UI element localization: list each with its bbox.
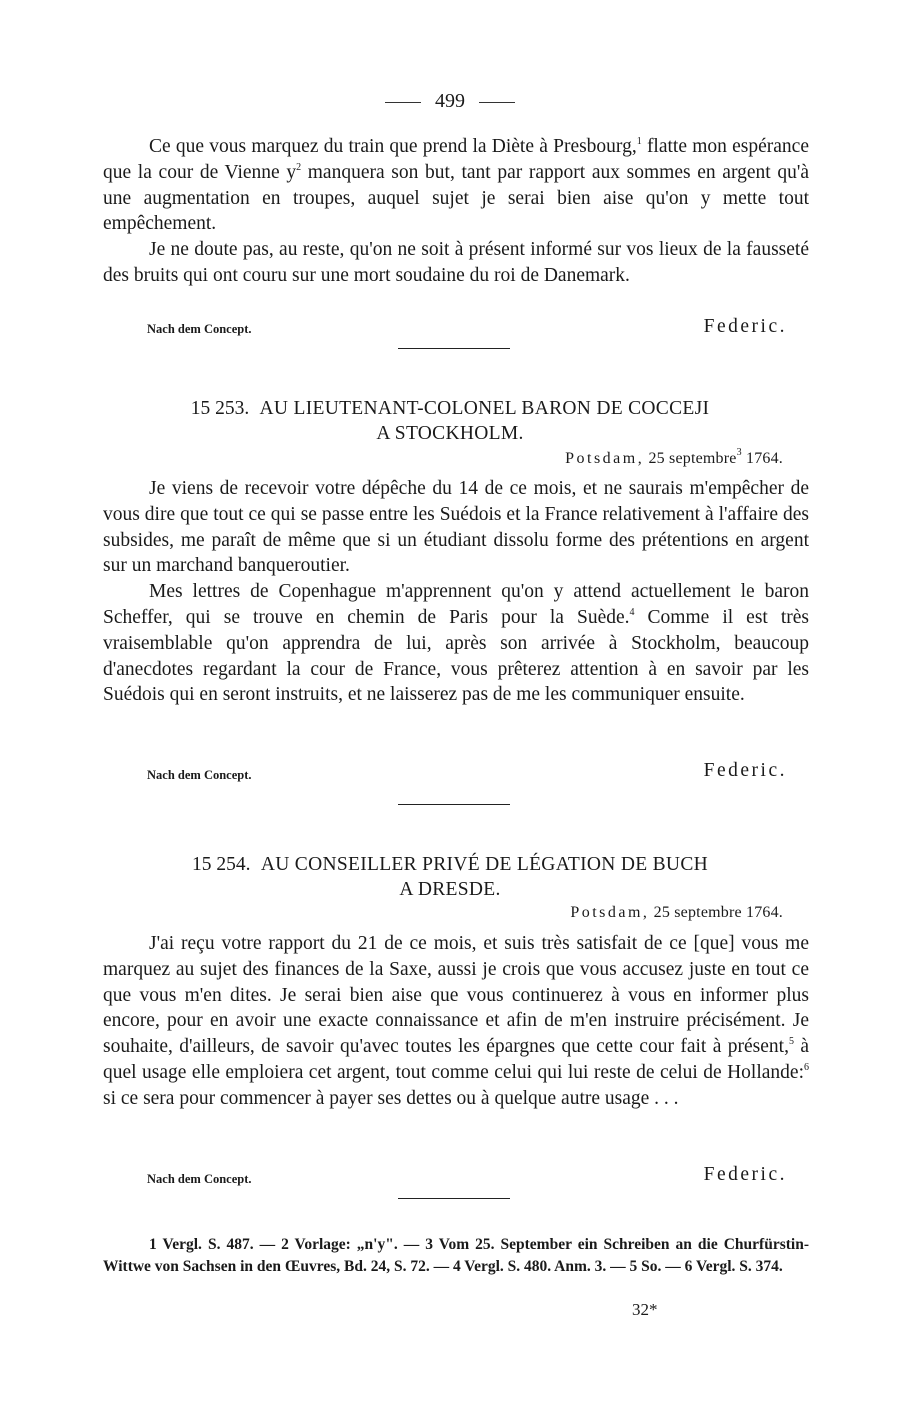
section-divider <box>398 348 510 349</box>
page-number: 499 <box>435 90 465 112</box>
signature: Federic. <box>703 760 787 781</box>
letter-body <box>103 931 809 1112</box>
letter-paragraph-1 <box>103 931 809 1112</box>
header-dash-right <box>479 102 515 103</box>
letter1-p2-a: Mes lettres de Copenhague m'apprennent qu'on y attend actuellement le baron Scheffer, qui se trouve en chemin de Paris pour la Suède. <box>103 581 809 628</box>
footnotes <box>103 1234 809 1278</box>
source-note: Nach dem Concept. <box>147 1172 252 1186</box>
section-divider <box>398 1198 510 1199</box>
letter-recipient: AU LIEUTENANT-COLONEL BARON DE COCCEJI <box>259 398 710 419</box>
source-note: Nach dem Concept. <box>147 768 252 782</box>
footnote-ref-6: 6 <box>804 1061 809 1073</box>
printer-signature-mark: 32* <box>632 1300 658 1319</box>
header-dash-left <box>385 102 421 103</box>
footnote-ref-5: 5 <box>788 1036 794 1048</box>
footnote-ref-3: 3 <box>736 447 742 458</box>
letter-destination: A STOCKHOLM. <box>376 423 524 444</box>
letter-dateline <box>565 447 783 468</box>
letter-paragraph-2 <box>103 579 809 708</box>
footnote-ref-1: 1 <box>636 136 642 147</box>
footnote-ref-2: 2 <box>296 161 302 173</box>
signature: Federic. <box>703 1164 787 1185</box>
intro-p1-a: Ce que vous marquez du train que prend la Diète à Presbourg, <box>149 136 637 157</box>
letter-recipient: AU CONSEILLER PRIVÉ DE LÉGATION DE BUCH <box>260 854 709 875</box>
source-note: Nach dem Concept. <box>147 322 252 336</box>
letter-number: 15 254. <box>191 854 251 875</box>
letter2-p1-a: J'ai reçu votre rapport du 21 de ce mois, et suis très satisfait de ce [que] vous me marquez au sujet des finances de la Saxe, aussi je crois que vous accusez juste en tout ce que vous m'en dites. Je serai bien aise que vous continuerez à vous en informer plus encore, pour en avoir une exacte connaissance et afin de m'en instruire précisément. Je souhaite, d'ailleurs, de savoir qu'avec toutes les épargnes que cette cour fait à présent, <box>103 933 809 1058</box>
letter-dateline <box>570 904 783 922</box>
letter-heading <box>100 852 800 902</box>
letter1-p2-b: Comme il est très vraisemblable qu'on apprendra de lui, après son arrivée à Stockholm, beaucoup d'anecdotes regardant la cour de France, vous prêterez attention à en savoir par les Suédois qui en seront instruits, et ne laisserez pas de me les communiquer ensuite. <box>103 606 810 706</box>
intro-text <box>103 134 809 289</box>
footnote-ref-4: 4 <box>629 606 635 618</box>
intro-paragraph-2: Je ne doute pas, au reste, qu'on ne soit à présent informé sur vos lieux de la fausseté des bruits qui ont couru sur une mort soudaine du roi de Danemark. <box>103 239 809 286</box>
letter-destination: A DRESDE. <box>399 879 501 900</box>
letter-paragraph-1: Je viens de recevoir votre dépêche du 14 de ce mois, et ne saurais m'empêcher de vous dire que tout ce qui se passe entre les Suédois et la France relativement à l'affaire des subsides, me paraît de même que si un étudiant dissolu forme des prétentions en argent sur un marchand banqueroutier. <box>103 478 809 577</box>
letter-heading <box>100 396 800 446</box>
intro-p1-c: manquera son but, tant par rapport aux sommes en argent qu'à une augmentation en troupes, auquel sujet je serai bien aise qu'on y mette tout empêchement. <box>103 161 809 235</box>
intro-p1-b: flatte mon espérance que la cour de Vienne y <box>103 136 809 183</box>
intro-paragraph-1 <box>103 134 809 237</box>
letter2-p1-b: à quel usage elle emploiera cet argent, tout comme celui qui lui reste de celui de Hollande: <box>103 1036 810 1083</box>
section-divider <box>398 804 510 805</box>
letter-number: 15 253. <box>190 398 250 419</box>
date-text: 25 septembre 1764. <box>653 904 783 921</box>
letter2-p1-c: si ce sera pour commencer à payer ses dettes ou à quelque autre usage . . . <box>103 1087 679 1109</box>
date-place: Potsdam, <box>570 904 650 921</box>
date-year: 1764. <box>746 450 783 467</box>
date-place: Potsdam, <box>565 450 645 467</box>
date-day-month: 25 septembre <box>648 450 737 467</box>
page-header <box>0 90 900 113</box>
signature: Federic. <box>703 316 787 337</box>
letter-body <box>103 476 809 708</box>
footnote-text: 1 Vergl. S. 487. — 2 Vorlage: „n'y". — 3 Vom 25. September ein Schreiben an die Churfürstin-Wittwe von Sachsen in den Œuvres, Bd. 24, S. 72. — 4 Vergl. S. 480. Anm. 3. — 5 So. — 6 Vergl. S. 374. <box>103 1236 809 1275</box>
